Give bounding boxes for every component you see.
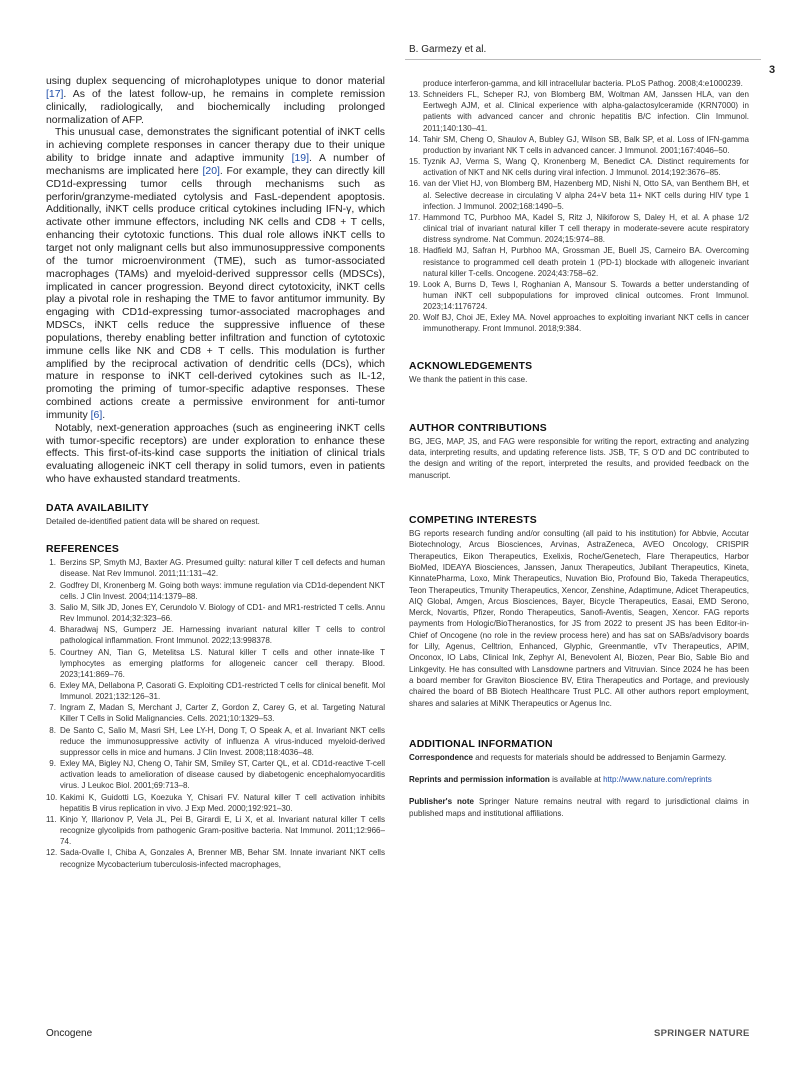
reference-number: 12. [46,848,58,858]
reference-text: Bharadwaj NS, Gumperz JE. Harnessing invariant natural killer T cells to control pathological inflammation. Front Immunol. 2022;13:998378. [60,625,385,646]
reference-number: 4. [49,625,56,635]
reference-number: 15. [409,157,421,167]
reference-number: 13. [409,90,421,100]
reprints-link[interactable]: http://www.nature.com/reprints [603,775,712,785]
reference-text: van der Vliet HJ, von Blomberg BM, Hazenberg MD, Nishi N, Otto SA, van Benthem BH, et al. Selective decrease in circulating V alpha 24+V beta 11+ NKT cells during HIV type 1 infection. J Immunol. 2002;168:1490–5. [423,179,749,211]
reference-number: 18. [409,246,421,256]
reference-text: Kinjo Y, Illarionov P, Vela JL, Pei B, Girardi E, Li X, et al. Invariant natural killer T cells recognize glycolipids from pathogenic Gram-positive bacteria. Nat Immunol. 2011;12:966–74. [60,814,385,847]
reference-number: 19. [409,279,421,289]
data-availability-heading: DATA AVAILABILITY [46,503,149,514]
reference-number: 1. [49,558,56,568]
references-heading: REFERENCES [46,544,120,556]
text-span: . [102,409,106,421]
reference-number: 11. [46,814,57,824]
left-column [46,76,385,870]
reference-text: Look A, Burns D, Tews I, Roghanian A, Mansour S. Towards a better understanding of human iNKT cell subpopulations for improved clinical outcomes. Front Immunol. 2023;14:1176724. [423,279,749,312]
reference-item [46,580,385,602]
citation-link[interactable]: [19] [291,153,309,165]
body-text [46,76,385,487]
publisher-note [409,796,749,819]
reference-text: Ingram Z, Madan S, Merchant J, Carter Z, Gordon Z, Carey G, et al. Targeting Natural Killer T Cells in Solid Malignancies. Cells. 2021;10:1329–53. [60,703,385,724]
reference-item [409,89,749,134]
data-availability-text: Detailed de-identified patient data will be shared on request. [46,517,260,526]
text-span: Springer Nature remains neutral with regard to jurisdictional claims in published maps and institutional affiliations. [409,797,749,818]
reference-text: Berzins SP, Smyth MJ, Baxter AG. Presumed guilty: natural killer T cell defects and human disease. Nat Rev Immunol. 2011;11:131–42. [60,558,385,579]
reference-text: Sada-Ovalle I, Chiba A, Gonzales A, Brenner MB, Behar SM. Innate invariant NKT cells recognize Mycobacterium tuberculosis-infected macrophages, [60,848,385,869]
page-number: 3 [769,64,776,76]
references-list-continued [409,78,749,335]
text-span: . As of the latest follow-up, he remains in complete remission clinically, radiologically, and biochemically including prolonged normalization of AFP. [46,88,385,126]
paragraph-1 [46,76,385,127]
competing-interests-text: BG reports research funding and/or consulting (all paid to his institution) for Abbvie, Accutar Biotechnology, Arcus Biosciences, Arvinas, AstraZeneca, AVEO Oncology, CRISPIR Therapeutics, Eikon Therapeutics, Exelixis, Roche/Genetech, Flare Therapeutics, Harbor BioMed, IDEAYA Biosciences, Janssen, Janux Therapeutics, Jubilant Therapeutics, Kineta, KinnatePharma, Loxo, Mink Therapeutics, Nuvation Bio, Profound Bio, Takeda Therapeutics, Teon Therapeutics, Tmunity Therapeutics, Xencor, Zenshine, Adaptimune, Adicet Therapeutics, AIQ Global, Amgen, Arcus Biosciences, Bayer, Bicycle Therapeutics, Easai, EMD Serono, Merck, Novartis, Pfizer, Rondo Therapeutics, Sanofi-Aventis, Seagen, Xencor. FAG reports payments from Hologic/BioTheranostics, for JS from 2022 to present JS has been Editor-in-Chief of Oncogene (no role in the review process here) and has sat on SABs/advisory boards for Lilly, Agenus, Celltrion, Enhanced, Glyphic, Greenmantle, vTv Therapeutics, APIM, Onconox, IO Labs, Clinical Ink, Zephyr AI, Benevolent AI, Biozen, Pear Bio, Sable Bio and Linkgevity. He has consulted with Lansdowne partners and Vitruvian. Since 2024 he has been a board member for Graviton Bioscience BV, Etira Therapeutics and Portage, and previously chaired the board of BB Biotech Healthcare Trust PLC. All other authors report employment, shares and salaries at MiNK Therapeutics or Agenus Inc. [409,529,749,708]
author-contributions-heading: AUTHOR CONTRIBUTIONS [409,422,547,434]
publisher-logo: SPRINGER NATURE [654,1028,750,1039]
reference-item [409,245,749,278]
citation-link[interactable]: [17] [46,88,64,100]
reference-text: Godfrey DI, Kronenberg M. Going both ways: immune regulation via CD1d-dependent NKT cells. J Clin Invest. 2004;114:1379–88. [60,580,385,601]
reference-item [409,312,749,334]
header-rule [405,59,761,60]
reference-item [46,792,385,814]
reference-item [46,758,385,791]
competing-interests-heading: COMPETING INTERESTS [409,515,537,527]
text-span: This unusual case, demonstrates the significant potential of iNKT cells in achieving complete responses in cancer therapy due to their unique ability to bridge innate and adaptive immunity [46,127,385,165]
citation-link[interactable]: [20] [202,165,220,177]
reference-item [46,624,385,646]
correspondence-text [409,752,749,763]
reference-item [46,647,385,680]
author-contributions-section [409,423,749,481]
acknowledgements-heading: ACKNOWLEDGEMENTS [409,360,533,372]
reference-number: 16. [409,179,421,189]
reference-item [46,602,385,624]
reference-item [409,156,749,178]
reference-text: Kakimi K, Guidotti LG, Koezuka Y, Chisari FV. Natural killer T cell activation inhibits hepatitis B virus replication in vivo. J Exp Med. 2000;192:921–30. [60,792,385,813]
author-contributions-text: BG, JEG, MAP, JS, and FAG were responsible for writing the report, extracting and analyzing data, interpreting results, and updating reference lists. JSB, TF, S O'D and DC contributed to the design and writing of the report, interpreted the results, and provided feedback on the manuscript. [409,436,749,480]
reference-text: Schneiders FL, Scheper RJ, von Blomberg BM, Woltman AM, Janssen HLA, van den Eertwegh AJM, et al. Clinical experience with alpha-galactosylceramide (KRN7000) in patients with advanced cancer and chronic hepatitis B/C infection. Clin Immunol. 2011;140:130–41. [423,90,749,133]
additional-information-section [409,739,749,819]
reference-number: 7. [49,703,56,713]
competing-interests-section [409,515,749,709]
references-section [46,544,385,869]
reprints-label: Reprints and permission information [409,775,550,785]
data-availability-section [46,503,385,527]
right-column [409,78,749,819]
reference-number: 2. [49,580,56,590]
reprints-text [409,774,749,785]
reference-number: 8. [49,725,56,735]
reference-item [409,178,749,211]
acknowledgements-section [409,361,749,385]
reference-text: produce interferon-gamma, and kill intracellular bacteria. PLoS Pathog. 2008;4:e1000239. [423,79,743,88]
reference-number: 3. [49,602,56,612]
journal-name: Oncogene [46,1028,93,1039]
reference-text: Tyznik AJ, Verma S, Wang Q, Kronenberg M, Benedict CA. Distinct requirements for activation of NKT and NK cells during viral infection. J Immunol. 2014;192:3676–85. [423,157,749,178]
additional-information-heading: ADDITIONAL INFORMATION [409,738,553,750]
reference-number: 6. [49,681,56,691]
reference-item [46,725,385,758]
reference-text: Courtney AN, Tian G, Metelitsa LS. Natural killer T cells and other innate-like T lymphocytes as emerging platforms for allogeneic cancer cell therapy. Blood. 2023;141:869–76. [60,647,385,679]
paragraph-3: Notably, next-generation approaches (such as engineering iNKT cells with tumor-specific receptors) are under exploration to enhance these effects. This first-of-its-kind case supports the initiation of clinical trials evaluating allogeneic iNKT cell therapy in solid tumors, even in patients who have exhausted standard treatments. [46,422,385,486]
reference-text: Hadfield MJ, Safran H, Purbhoo MA, Grossman JE, Buell JS, Carneiro BA. Overcoming resistance to programmed cell death protein 1 (PD-1) blockade with allogeneic invariant natural killer T-cells. Oncogene. 2024;43:758–62. [423,246,749,278]
reference-item [409,134,749,156]
text-span: . A number of mechanisms are implicated here [46,153,385,177]
reference-number: 17. [409,212,421,222]
reference-number: 5. [49,647,56,657]
text-span: . For example, they can directly kill CD1d-expressing tumor cells through mechanisms such as perforin/granzyme-mediated cytolysis and FasL-dependent apoptosis. Additionally, iNKT cells produce critical cytokines including IFN-γ, which activate other immune effectors, including NK cells and CD8 + T cells, enhancing their cytotoxic functions. This dual role allows iNKT cells to target not only malignant cells but also immunosuppressive components of the tumor microenvironment (TME), such as tumor-associated macrophages (TAMs) and myeloid-derived suppressor cells (MDSCs), implicated in cancer progression. Beyond direct cytotoxicity, iNKT cells play a pivotal role in reshaping the TME to favor antitumor immunity. By engaging with CD1d-expressing tumor-associated macrophages and MDSCs, iNKT cells reduce the suppressive influence of these populations, thereby enabling better infiltration and function of cytotoxic immune cells like NK and CD8 + T cells. This modulation is further amplified by the reciprocal activation of dendritic cells (DCs), which mature in response to iNKT cell-derived cytokines such as IL-12, promoting the priming of tumor-specific adaptive responses. These combined actions create a permissive environment for anti-tumor immunity [46,165,385,421]
reference-text: De Santo C, Salio M, Masri SH, Lee LY-H, Dong T, O Speak A, et al. Invariant NKT cells reduce the immunosuppressive activity of influenza A virus-induced myeloid-derived suppressor cells in mice and humans. J Clin Invest. 2008;118:4036–48. [60,725,385,757]
reference-item [409,78,749,89]
reference-text: Exley MA, Dellabona P, Casorati G. Exploiting CD1-restricted T cells for clinical benefit. Mol Immunol. 2021;132:126–31. [60,681,385,702]
citation-link[interactable]: [6] [90,409,103,421]
reference-number: 20. [409,313,421,323]
text-span: is available at [549,775,604,785]
paragraph-2 [46,127,385,422]
reference-text: Tahir SM, Cheng O, Shaulov A, Bubley GJ, Wilson SB, Balk SP, et al. Loss of IFN-gamma production by invariant NK T cells in advanced cancer. J Immunol. 2001;167:4046–50. [423,134,749,155]
publisher-note-label: Publisher's note [409,797,474,807]
reference-text: Hammond TC, Purbhoo MA, Kadel S, Ritz J, Nikiforow S, Daley H, et al. A phase 1/2 clinical trial of invariant natural killer T cell therapy in moderate-severe acute respiratory distress syndrome. Nat Commun. 2024;15:974–88. [423,212,749,245]
acknowledgements-text: We thank the patient in this case. [409,374,528,384]
reference-number: 14. [409,134,421,144]
reference-item [46,557,385,579]
reference-item [409,212,749,245]
reference-number: 9. [49,759,56,769]
reference-text: Salio M, Silk JD, Jones EY, Cerundolo V. Biology of CD1- and MR1-restricted T cells. Annu Rev Immunol. 2014;32:323–66. [60,602,385,624]
reference-item [46,847,385,869]
text-span: using duplex sequencing of microhaplotypes unique to donor material [46,76,385,87]
correspondence-label: Correspondence [409,752,473,762]
reference-item [46,814,385,847]
references-list [46,557,385,869]
reference-item [409,279,749,312]
text-span: and requests for materials should be addressed to Benjamin Garmezy. [472,752,727,762]
reference-item [46,680,385,702]
reference-number: 10. [46,792,58,802]
reference-item [46,702,385,724]
running-head: B. Garmezy et al. [409,44,487,55]
reference-text: Exley MA, Bigley NJ, Cheng O, Tahir SM, Smiley ST, Carter QL, et al. CD1d-reactive T-cell activation leads to amelioration of disease caused by diabetogenic encephalomyocarditis virus. J Leukoc Biol. 2001;69:713–8. [60,759,385,791]
reference-text: Wolf BJ, Choi JE, Exley MA. Novel approaches to exploiting invariant NKT cells in cancer immunotherapy. Front Immunol. 2018;9:384. [423,313,749,334]
